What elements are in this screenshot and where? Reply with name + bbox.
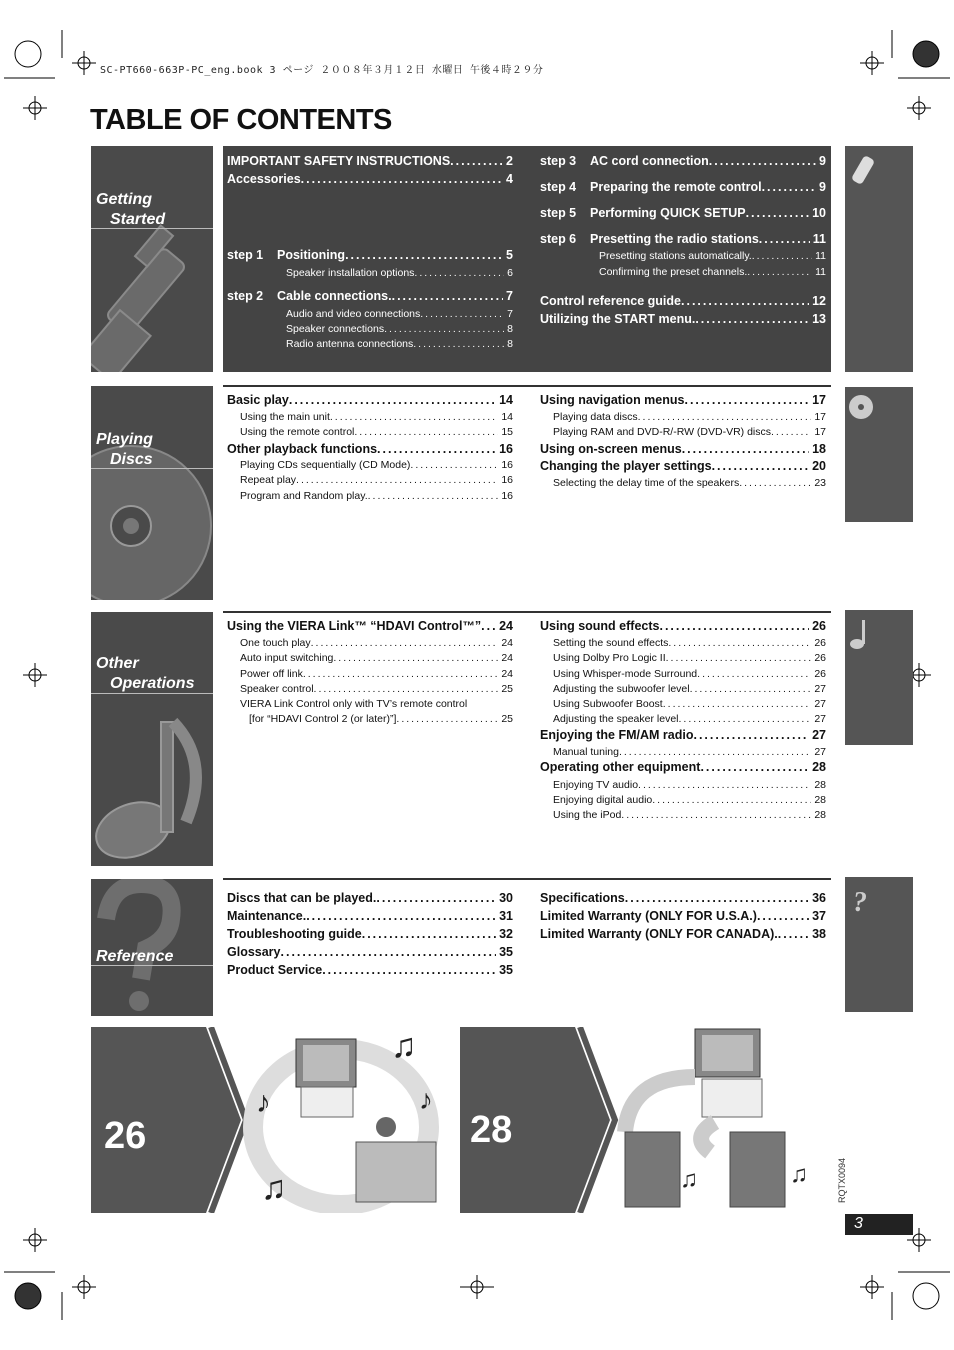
question-tab-icon bbox=[847, 883, 877, 919]
toc-entry[interactable]: Product Service ..... 35 bbox=[227, 963, 513, 978]
section-label-line1: Getting bbox=[96, 191, 152, 208]
toc-subentry[interactable]: Playing data discs ..... 17 bbox=[540, 410, 826, 425]
note-tab-icon bbox=[847, 616, 877, 652]
toc-entry[interactable]: step 6 Presetting the radio stations ..... 11 bbox=[540, 232, 826, 247]
toc-entry[interactable]: Maintenance. ..... 31 bbox=[227, 909, 513, 924]
toc-subentry[interactable]: VIERA Link Control only with TV’s remote control bbox=[240, 698, 468, 710]
plug-icon bbox=[847, 152, 877, 192]
toc-entry[interactable]: Troubleshooting guide ..... 32 bbox=[227, 927, 513, 942]
toc-subentry[interactable]: Adjusting the speaker level ..... 27 bbox=[540, 712, 826, 727]
toc-entry[interactable]: Limited Warranty (ONLY FOR CANADA). ..... 38 bbox=[540, 927, 826, 942]
toc-entry[interactable]: Limited Warranty (ONLY FOR U.S.A.) ..... 37 bbox=[540, 909, 826, 924]
toc-panel-getting-started bbox=[223, 146, 831, 372]
feature-banner-other-equipment bbox=[460, 1027, 840, 1213]
side-tab-getting-started bbox=[845, 146, 913, 372]
toc-entry[interactable]: Using sound effects ..... 26 bbox=[540, 619, 826, 634]
tv-speakers-illustration bbox=[460, 1027, 840, 1213]
toc-entry[interactable]: Discs that can be played. ..... 30 bbox=[227, 891, 513, 906]
svg-text:♫: ♫ bbox=[790, 1161, 808, 1188]
toc-entry[interactable]: Using navigation menus ..... 17 bbox=[540, 393, 826, 408]
svg-text:♫: ♫ bbox=[680, 1166, 698, 1193]
surround-listening-illustration bbox=[91, 1027, 481, 1213]
toc-subentry[interactable]: Repeat play ..... 16 bbox=[227, 473, 513, 488]
section-label-getting-started bbox=[91, 146, 213, 372]
toc-subentry[interactable]: Using the remote control ..... 15 bbox=[227, 425, 513, 440]
toc-subentry[interactable]: Speaker control ..... 25 bbox=[227, 682, 513, 697]
disc-tab-icon bbox=[847, 393, 877, 423]
toc-subentry[interactable]: Manual tuning ..... 27 bbox=[540, 745, 826, 760]
toc-subentry[interactable]: Confirming the preset channels. ..... 11 bbox=[540, 265, 826, 280]
toc-entry[interactable]: Using on-screen menus ..... 18 bbox=[540, 442, 826, 457]
toc-entry[interactable]: IMPORTANT SAFETY INSTRUCTIONS ..... 2 bbox=[227, 154, 513, 169]
svg-text:♫: ♫ bbox=[261, 1169, 287, 1207]
toc-subentry[interactable]: Audio and video connections ..... 7 bbox=[227, 307, 513, 322]
page-number: 3 bbox=[854, 1215, 863, 1232]
toc-entry[interactable]: step 1 Positioning ..... 5 bbox=[227, 248, 513, 263]
toc-subentry[interactable]: Adjusting the subwoofer level ..... 27 bbox=[540, 682, 826, 697]
feature-page-number: 26 bbox=[104, 1115, 147, 1157]
toc-subentry[interactable]: Program and Random play. ..... 16 bbox=[227, 489, 513, 504]
feature-page-number: 28 bbox=[470, 1109, 513, 1151]
toc-panel-other-operations bbox=[223, 611, 831, 867]
page-number-box bbox=[845, 1214, 913, 1235]
section-label-line1: Reference bbox=[96, 948, 174, 965]
toc-entry[interactable]: Enjoying the FM/AM radio ..... 27 bbox=[540, 728, 826, 743]
toc-subentry[interactable]: Speaker connections ..... 8 bbox=[227, 322, 513, 337]
toc-subentry[interactable]: Presetting stations automatically. ..... 11 bbox=[540, 249, 826, 264]
toc-subentry[interactable]: One touch play ..... 24 bbox=[227, 636, 513, 651]
disc-icon bbox=[91, 386, 213, 600]
toc-subentry[interactable]: Using Dolby Pro Logic II ..... 26 bbox=[540, 651, 826, 666]
toc-entry[interactable]: Utilizing the START menu. ..... 13 bbox=[540, 312, 826, 327]
toc-subentry[interactable]: Playing CDs sequentially (CD Mode) ..... 16 bbox=[227, 458, 513, 473]
section-label-playing-discs bbox=[91, 386, 213, 600]
section-label-line1: Other bbox=[96, 655, 139, 672]
toc-subentry[interactable]: Enjoying TV audio ..... 28 bbox=[540, 778, 826, 793]
side-tab-playing-discs bbox=[845, 387, 913, 522]
toc-entry[interactable]: Glossary ..... 35 bbox=[227, 945, 513, 960]
side-tab-reference bbox=[845, 877, 913, 1012]
section-label-line2: Started bbox=[110, 211, 166, 228]
toc-entry[interactable]: step 5 Performing QUICK SETUP ..... 10 bbox=[540, 206, 826, 221]
toc-subentry[interactable]: Auto input switching ..... 24 bbox=[227, 651, 513, 666]
feature-banner-sound-effects bbox=[91, 1027, 481, 1213]
toc-entry[interactable]: step 2 Cable connections. ..... 7 bbox=[227, 289, 513, 304]
section-label-line2: Discs bbox=[110, 451, 153, 468]
svg-text:?: ? bbox=[853, 887, 867, 918]
side-tab-other-operations bbox=[845, 610, 913, 745]
toc-entry[interactable]: step 3 AC cord connection ..... 9 bbox=[540, 154, 826, 169]
toc-entry[interactable]: Other playback functions ..... 16 bbox=[227, 442, 513, 457]
toc-entry[interactable]: Specifications ..... 36 bbox=[540, 891, 826, 906]
toc-subentry[interactable]: Using Whisper-mode Surround ..... 26 bbox=[540, 667, 826, 682]
section-label-reference bbox=[91, 879, 213, 1016]
document-code: RQTX0094 bbox=[837, 1158, 847, 1204]
svg-text:♪: ♪ bbox=[256, 1086, 271, 1119]
toc-subentry[interactable]: [for “HDAVI Control 2 (or later)”] ..... 25 bbox=[227, 712, 513, 727]
toc-subentry[interactable]: Selecting the delay time of the speakers ..... 23 bbox=[540, 476, 826, 491]
toc-entry[interactable]: Basic play ..... 14 bbox=[227, 393, 513, 408]
toc-entry[interactable]: Changing the player settings ..... 20 bbox=[540, 459, 826, 474]
svg-text:♪: ♪ bbox=[419, 1084, 433, 1115]
toc-subentry[interactable]: Using Subwoofer Boost ..... 27 bbox=[540, 697, 826, 712]
toc-panel-playing-discs bbox=[223, 385, 831, 601]
toc-subentry[interactable]: Power off link ..... 24 bbox=[227, 667, 513, 682]
svg-text:♫: ♫ bbox=[391, 1027, 417, 1065]
section-label-line1: Playing bbox=[96, 431, 153, 448]
toc-subentry[interactable]: Playing RAM and DVD-R/-RW (DVD-VR) discs ..... 17 bbox=[540, 425, 826, 440]
print-header-line: SC-PT660-663P-PC_eng.book 3 ページ ２００８年３月１２日 水曜日 午後４時２９分 bbox=[100, 65, 544, 76]
page-title: TABLE OF CONTENTS bbox=[90, 104, 392, 136]
toc-subentry[interactable]: Using the main unit ..... 14 bbox=[227, 410, 513, 425]
toc-entry[interactable]: Control reference guide ..... 12 bbox=[540, 294, 826, 309]
music-note-icon bbox=[91, 612, 213, 866]
toc-entry[interactable]: step 4 Preparing the remote control ..... 9 bbox=[540, 180, 826, 195]
toc-subentry[interactable]: Using the iPod ..... 28 bbox=[540, 808, 826, 823]
toc-subentry[interactable]: Enjoying digital audio ..... 28 bbox=[540, 793, 826, 808]
toc-panel-reference bbox=[223, 878, 831, 1017]
cable-plug-icon bbox=[91, 146, 213, 372]
toc-subentry[interactable]: Speaker installation options ..... 6 bbox=[227, 266, 513, 281]
toc-entry[interactable]: Accessories ..... 4 bbox=[227, 172, 513, 187]
section-label-other-operations bbox=[91, 612, 213, 866]
toc-entry[interactable]: Using the VIERA Link™ “HDAVI Control™” ..... 24 bbox=[227, 619, 513, 634]
toc-subentry[interactable]: Radio antenna connections ..... 8 bbox=[227, 337, 513, 352]
section-label-line2: Operations bbox=[110, 675, 195, 692]
toc-entry[interactable]: Operating other equipment ..... 28 bbox=[540, 760, 826, 775]
toc-subentry[interactable]: Setting the sound effects ..... 26 bbox=[540, 636, 826, 651]
